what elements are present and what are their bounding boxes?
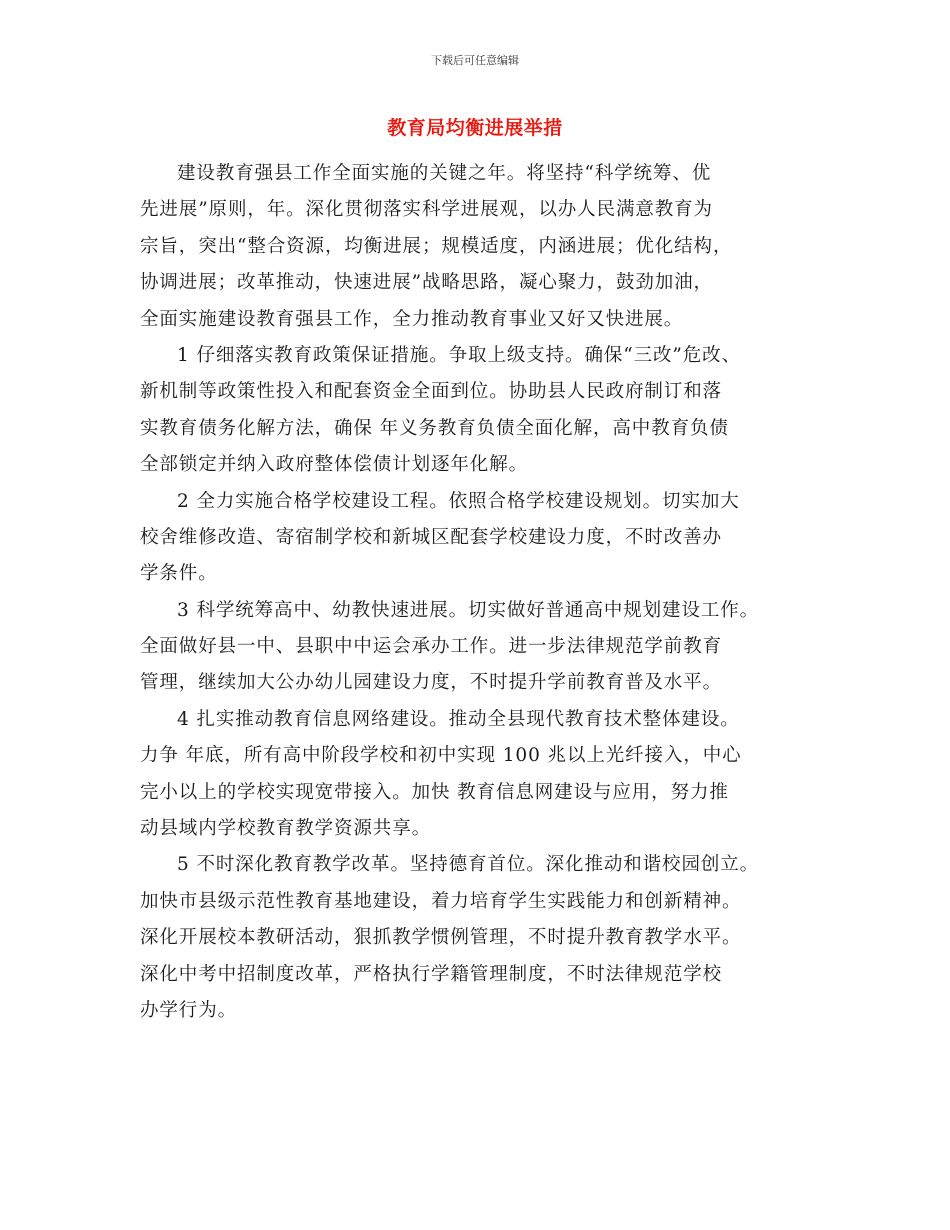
text-line: 加快市县级示范性教育基地建设，着力培育学生实践能力和创新精神。	[140, 890, 742, 912]
text-line: 学条件。	[140, 563, 218, 585]
paragraph-item-4	[140, 702, 840, 848]
paragraph-item-3	[140, 593, 840, 702]
text-line: 实教育债务化解方法，确保 年义务教育负债全面化解，高中教育负债	[140, 417, 729, 439]
text-line: 先进展”原则，年。深化贯彻落实科学进展观，以办人民满意教育为	[140, 199, 713, 221]
text-line: 全面做好县一中、县职中中运会承办工作。进一步法律规范学前教育	[140, 636, 723, 658]
document-title: 教育局均衡进展举措	[387, 117, 563, 139]
text-line: 5 不时深化教育教学改革。坚持德育首位。深化推动和谐校园创立。	[177, 854, 760, 876]
text-line: 1 仔细落实教育政策保证措施。争取上级支持。确保“三改”危改、	[177, 344, 741, 366]
text-line: 3 科学统筹高中、幼教快速进展。切实做好普通高中规划建设工作。	[177, 599, 760, 621]
paragraph-item-5	[140, 847, 840, 1029]
text-line: 4 扎实推动教育信息网络建设。推动全县现代教育技术整体建设。	[177, 708, 740, 730]
text-line: 宗旨，突出“整合资源，均衡进展；规模适度，内涵进展；优化结构，	[140, 235, 733, 257]
text-line: 新机制等政策性投入和配套资金全面到位。协助县人民政府制订和落	[140, 381, 723, 403]
text-line: 全部锁定并纳入政府整体偿债计划逐年化解。	[140, 454, 529, 476]
text-line: 协调进展；改革推动，快速进展”战略思路，凝心聚力，鼓劲加油，	[140, 272, 713, 294]
paragraph-item-1	[140, 338, 840, 484]
text-line: 2 全力实施合格学校建设工程。依照合格学校建设规划。切实加大	[177, 490, 740, 512]
text-line: 建设教育强县工作全面实施的关键之年。将坚持“科学统筹、优	[177, 163, 712, 184]
paragraph-item-2	[140, 484, 840, 593]
text-line: 力争 年底，所有高中阶段学校和初中实现 100 兆以上光纤接入，中心	[140, 745, 742, 767]
text-line: 完小以上的学校实现宽带接入。加快 教育信息网建设与应用，努力推	[140, 781, 729, 803]
page-header-note: 下载后可任意编辑	[431, 54, 519, 67]
text-line: 全面实施建设教育强县工作，全力推动教育事业又好又快进展。	[140, 308, 684, 330]
text-line: 管理，继续加大公办幼儿园建设力度，不时提升学前教育普及水平。	[140, 672, 723, 694]
text-line: 办学行为。	[140, 999, 238, 1021]
paragraph-intro	[140, 156, 840, 338]
text-line: 校舍维修改造、寄宿制学校和新城区配套学校建设力度，不时改善办	[140, 526, 723, 548]
document-body	[140, 156, 840, 1029]
text-line: 深化开展校本教研活动，狠抓教学惯例管理，不时提升教育教学水平。	[140, 927, 742, 949]
text-line: 深化中考中招制度改革，严格执行学籍管理制度，不时法律规范学校	[140, 963, 723, 985]
text-line: 动县域内学校教育教学资源共享。	[140, 818, 432, 840]
